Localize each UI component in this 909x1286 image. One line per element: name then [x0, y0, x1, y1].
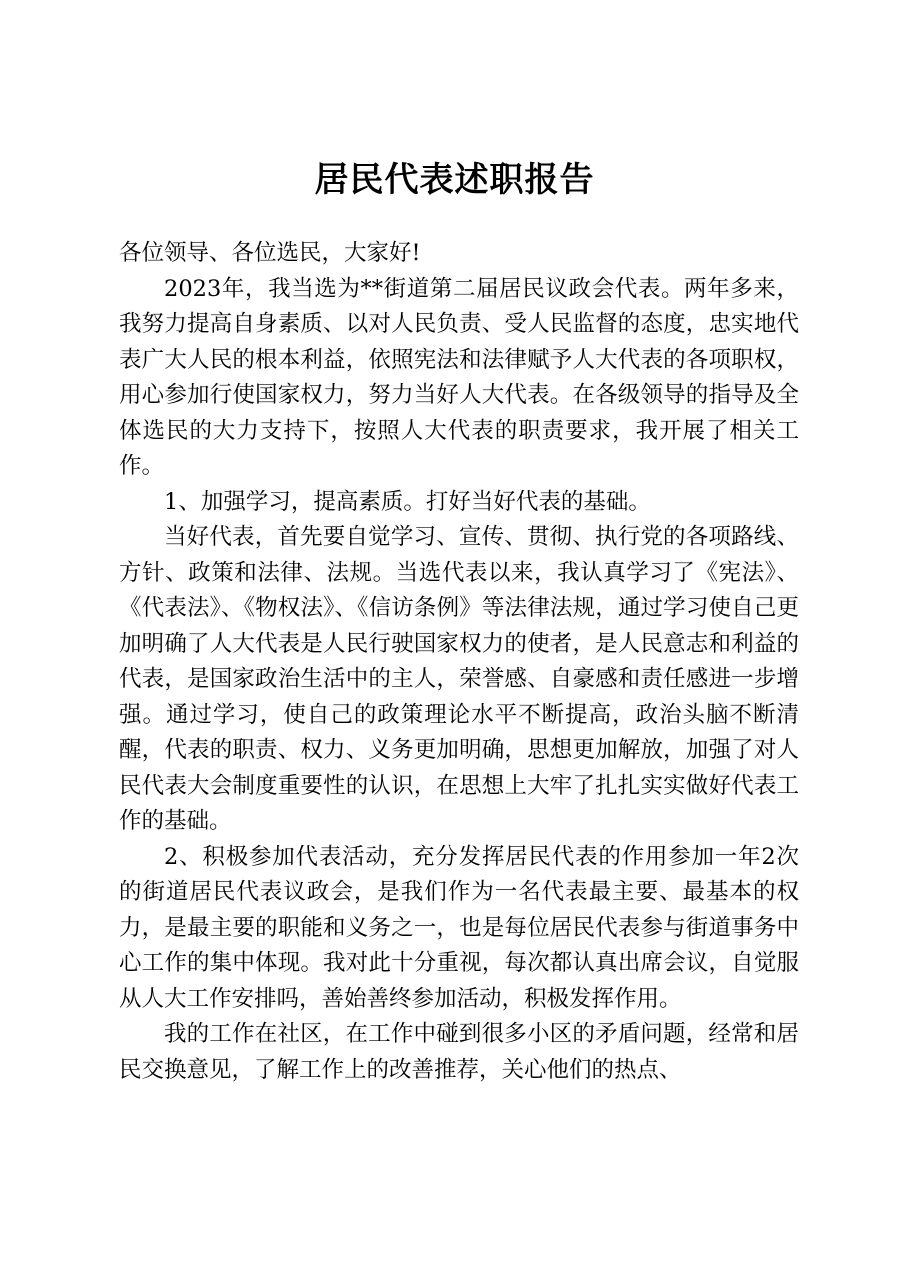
paragraph-intro: 2023年，我当选为**街道第二届居民议政会代表。两年多来，我努力提高自身素质、以对人民负责、受人民监督的态度，忠实地代表广大人民的根本利益，依照宪法和法律赋予人大代表的各项职权，用心参加行使国家权力，努力当好人大代表。在各级领导的指导及全体选民的大力支持下，按照人大代表的职责要求，我开展了相关工作。 [119, 275, 799, 479]
document-body [119, 236, 799, 1088]
paragraph-community: 我的工作在社区，在工作中碰到很多小区的矛盾问题，经常和居民交换意见，了解工作上的改善推荐，关心他们的热点、 [119, 1021, 799, 1083]
paragraph-activities: 2、积极参加代表活动，充分发挥居民代表的作用参加一年2次的街道居民代表议政会，是我们作为一名代表最主要、最基本的权力，是最主要的职能和义务之一，也是每位居民代表参与街道事务中心工作的集中体现。我对此十分重视，每次都认真出席会议，自觉服从人大工作安排吗，善始善终参加活动，积极发挥作用。 [119, 843, 799, 1012]
section-heading-1: 1、加强学习，提高素质。打好当好代表的基础。 [164, 488, 651, 515]
salutation: 各位领导、各位选民，大家好! [119, 240, 421, 266]
document-title: 居民代表述职报告 [314, 160, 595, 200]
paragraph-study: 当好代表，首先要自觉学习、宣传、贯彻、执行党的各项路线、方针、政策和法律、法规。当选代表以来，我认真学习了《宪法》、《代表法》、《物权法》、《信访条例》等法律法规，通过学习使自己更加明确了人大代表是人民行驶国家权力的使者，是人民意志和利益的代表，是国家政治生活中的主人，荣誉感、自豪感和责任感进一步增强。通过学习，使自己的政策理论水平不断提高，政治头脑不断清醒，代表的职责、权力、义务更加明确，思想更加解放，加强了对人民代表大会制度重要性的认识，在思想上大牢了扎扎实实做好代表工作的基础。 [119, 524, 799, 834]
